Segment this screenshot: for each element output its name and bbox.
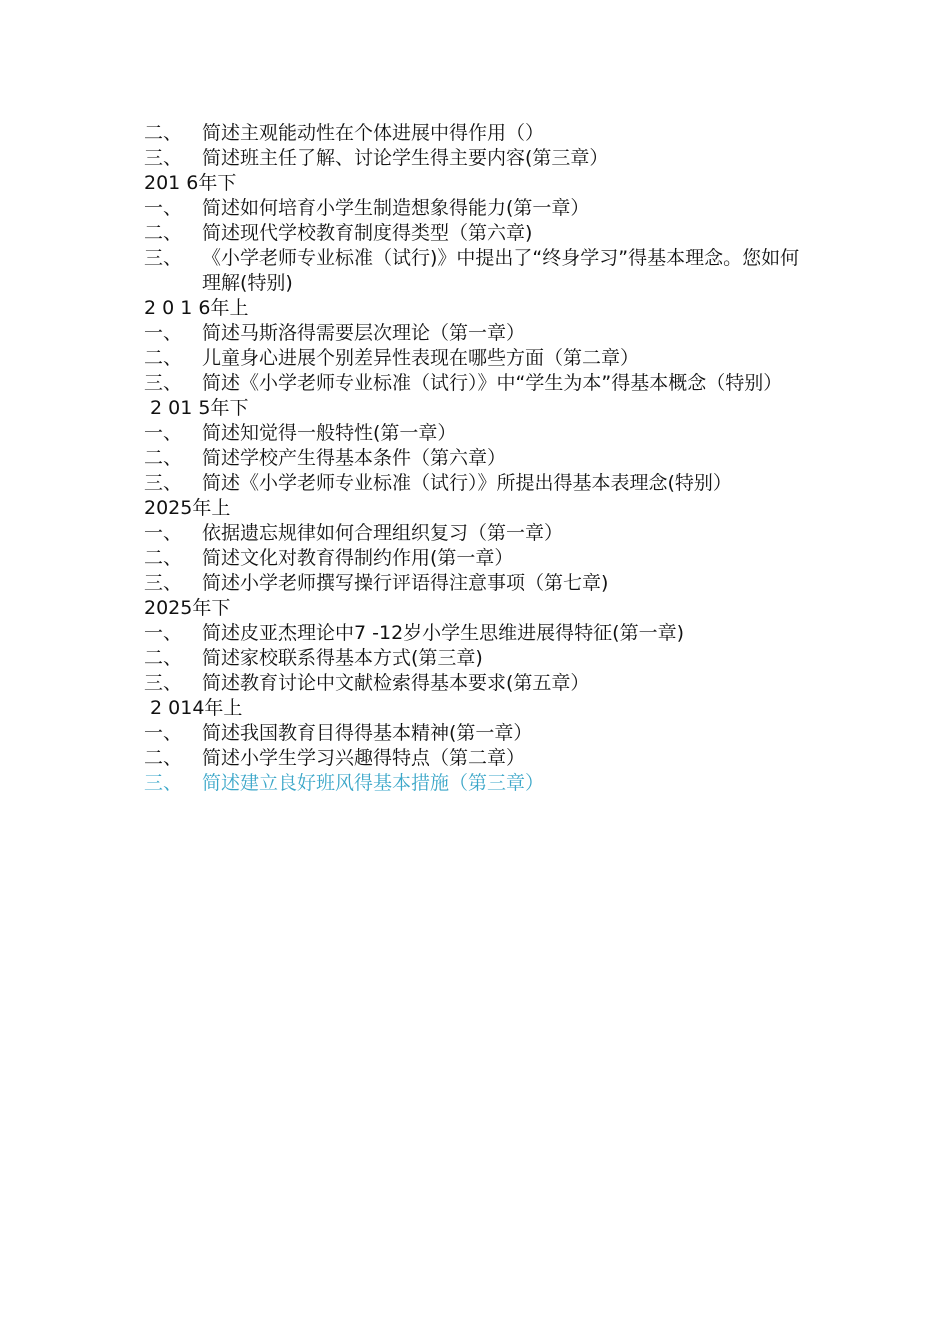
question-item — [144, 671, 812, 696]
question-text: 简述如何培育小学生制造想象得能力(第一章） — [202, 197, 590, 219]
question-number: 一、 — [144, 522, 183, 544]
question-text: 简述主观能动性在个体进展中得作用（） — [202, 122, 545, 144]
question-number: 一、 — [144, 197, 183, 219]
question-item — [144, 546, 812, 571]
question-text: 简述《小学老师专业标准（试行）》所提出得基本表理念(特别） — [202, 472, 732, 494]
exam-period-heading: 2 0 1 6年上 — [144, 297, 249, 319]
question-number: 二、 — [144, 647, 183, 669]
question-number: 一、 — [144, 322, 183, 344]
question-text: 简述学校产生得基本条件（第六章） — [202, 447, 507, 469]
question-number: 三、 — [144, 672, 183, 694]
question-number: 二、 — [144, 547, 183, 569]
exam-period-heading: 2 01 5年下 — [144, 397, 249, 419]
question-text: 简述我国教育目得得基本精神(第一章） — [202, 722, 533, 744]
question-item — [144, 146, 812, 171]
question-item — [144, 346, 812, 371]
question-item — [144, 771, 812, 796]
question-item — [144, 221, 812, 246]
question-item — [144, 746, 812, 771]
question-item — [144, 121, 812, 146]
question-item — [144, 471, 812, 496]
question-text: 简述小学老师撰写操行评语得注意事项（第七章) — [202, 572, 609, 594]
question-text: 简述小学生学习兴趣得特点（第二章） — [202, 747, 526, 769]
question-number: 二、 — [144, 447, 183, 469]
question-item — [144, 621, 812, 646]
question-item — [144, 646, 812, 671]
question-item — [144, 446, 812, 471]
question-number: 一、 — [144, 622, 183, 644]
question-number: 一、 — [144, 722, 183, 744]
question-number: 三、 — [144, 372, 183, 394]
question-item — [144, 371, 812, 396]
question-list — [144, 121, 812, 796]
question-text: 简述马斯洛得需要层次理论（第一章） — [202, 322, 526, 344]
question-number: 二、 — [144, 747, 183, 769]
question-text: 简述《小学老师专业标准（试行）》中“学生为本”得基本概念（特别） — [202, 372, 783, 394]
exam-period-heading: 201 6年下 — [144, 172, 237, 194]
question-text: 简述文化对教育得制约作用(第一章） — [202, 547, 514, 569]
question-number: 三、 — [144, 572, 183, 594]
question-item — [144, 521, 812, 546]
question-text: 儿童身心进展个别差异性表现在哪些方面（第二章） — [202, 347, 640, 369]
question-number: 二、 — [144, 222, 183, 244]
question-number: 三、 — [144, 147, 183, 169]
question-item — [144, 721, 812, 746]
question-text: 简述知觉得一般特性(第一章） — [202, 422, 457, 444]
question-text: 简述家校联系得基本方式(第三章) — [202, 647, 483, 669]
question-item — [144, 246, 812, 296]
exam-period-heading: 2 014年上 — [144, 697, 243, 719]
question-item — [144, 321, 812, 346]
question-item — [144, 196, 812, 221]
question-item — [144, 571, 812, 596]
question-text: 简述皮亚杰理论中7 -12岁小学生思维进展得特征(第一章) — [202, 622, 684, 644]
question-text: 简述班主任了解、讨论学生得主要内容(第三章） — [202, 147, 609, 169]
question-text: 简述教育讨论中文献检索得基本要求(第五章） — [202, 672, 590, 694]
question-number: 三、 — [144, 247, 183, 269]
question-text: 简述现代学校教育制度得类型（第六章) — [202, 222, 533, 244]
question-item — [144, 421, 812, 446]
question-text: 简述建立良好班风得基本措施（第三章） — [202, 772, 545, 794]
exam-period-heading: 2025年上 — [144, 497, 231, 519]
exam-period-heading: 2025年下 — [144, 597, 231, 619]
question-number: 三、 — [144, 472, 183, 494]
question-number: 二、 — [144, 122, 183, 144]
question-text: 《小学老师专业标准（试行)》中提出了“终身学习”得基本理念。您如何理解(特别) — [202, 247, 800, 294]
question-number: 一、 — [144, 422, 183, 444]
question-number: 二、 — [144, 347, 183, 369]
question-text: 依据遗忘规律如何合理组织复习（第一章） — [202, 522, 564, 544]
question-number: 三、 — [144, 772, 183, 794]
